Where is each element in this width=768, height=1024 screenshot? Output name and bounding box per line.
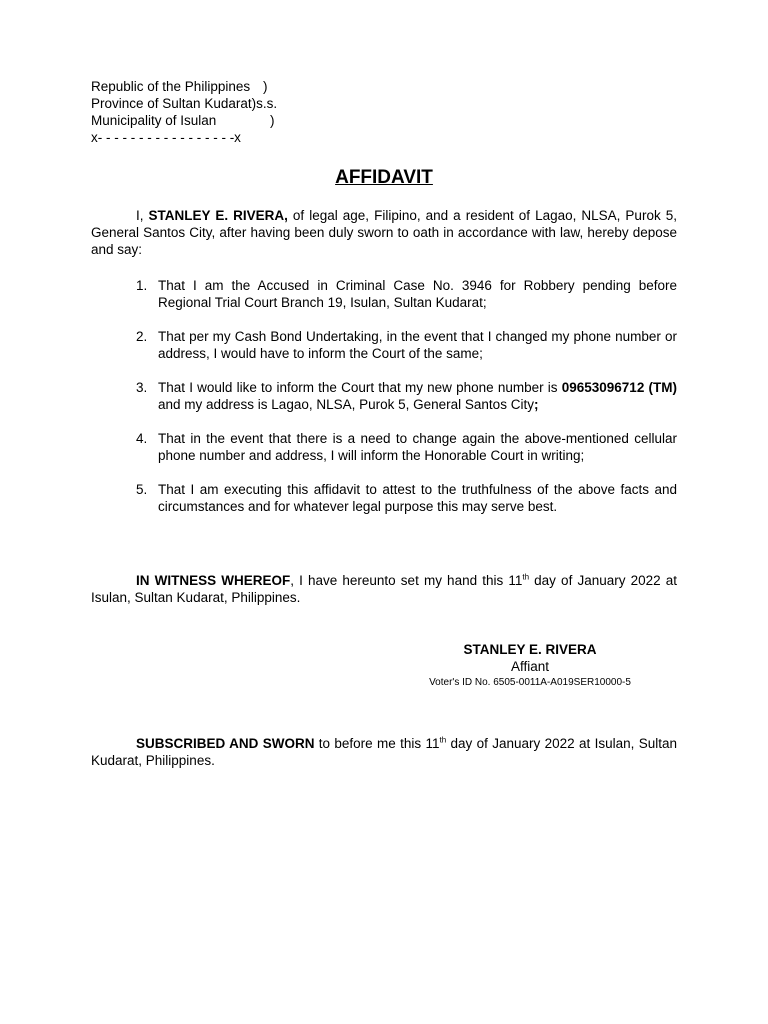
affiant-role: Affiant — [510, 659, 550, 674]
list-item-text-after: and my address is Lagao, NLSA, Purok 5, General Santos City — [158, 397, 534, 412]
venue-municipality-text: Municipality of Isulan — [91, 113, 217, 128]
list-item — [91, 379, 677, 413]
jurat-text-2: day of January 2022 at Isulan, Sultan Kudarat, Philippines. — [91, 736, 677, 768]
intro-text: of legal age, Filipino, and a resident of Lagao, NLSA, Purok 5, General Santos City, after having been duly sworn to oath in accordance with law, hereby depose and say: — [91, 208, 677, 257]
witness-text-2: day of January 2022 at Isulan, Sultan Kudarat, Philippines. — [91, 573, 678, 605]
venue-republic-text: Republic of the Philippines — [91, 79, 251, 94]
venue-republic-mark: ) — [263, 79, 268, 94]
affiant-signature-name: STANLEY E. RIVERA — [463, 642, 597, 657]
jurat-ordinal: th — [439, 735, 447, 745]
list-item-end: ; — [533, 397, 539, 412]
jurat-text-1: to before me this 11 — [314, 736, 440, 751]
list-item — [91, 328, 677, 362]
list-item — [91, 430, 677, 464]
list-item-number: 1. — [136, 278, 148, 293]
phone-number: 09653096712 (TM) — [561, 380, 677, 395]
venue-municipality-mark: ) — [270, 113, 275, 128]
list-item-number: 3. — [136, 380, 148, 395]
document-title: AFFIDAVIT — [335, 167, 433, 188]
statements-list — [91, 277, 677, 532]
venue-line-municipality — [91, 112, 351, 129]
witness-paragraph — [91, 572, 677, 606]
intro-prefix: I, — [136, 208, 149, 223]
venue-separator: x- - - - - - - - - - - - - - - - -x — [91, 130, 241, 145]
venue-line-republic — [91, 78, 351, 95]
list-item-text: That I am executing this affidavit to attest to the truthfulness of the above facts and circumstances and for whatever legal purpose this may serve best. — [158, 482, 677, 514]
jurat-lead: SUBSCRIBED AND SWORN — [136, 736, 315, 751]
venue-province-mark: )s.s. — [251, 96, 278, 111]
jurat-paragraph — [91, 735, 677, 769]
list-item-text: That I would like to inform the Court that my new phone number is — [158, 380, 562, 395]
list-item-text: That per my Cash Bond Undertaking, in the event that I changed my phone number or address, I would have to inform the Court of the same; — [158, 329, 677, 361]
affiant-name-inline: STANLEY E. RIVERA, — [148, 208, 288, 223]
witness-lead: IN WITNESS WHEREOF — [136, 573, 291, 588]
intro-paragraph — [91, 207, 677, 258]
list-item-number: 4. — [136, 431, 148, 446]
witness-ordinal: th — [522, 572, 530, 582]
list-item-number: 5. — [136, 482, 148, 497]
witness-text-1: , I have hereunto set my hand this 11 — [290, 573, 523, 588]
list-item-text: That I am the Accused in Criminal Case No. 3946 for Robbery pending before Regional Trial Court Branch 19, Isulan, Sultan Kudarat; — [158, 278, 677, 310]
list-item-text: That in the event that there is a need to change again the above-mentioned cellular phone number and address, I will inform the Honorable Court in writing; — [158, 431, 677, 463]
venue-line-province — [91, 95, 351, 112]
voter-id: Voter's ID No. 6505-0011A-A019SER10000-5 — [429, 677, 631, 688]
venue-province-text: Province of Sultan Kudarat — [91, 96, 252, 111]
list-item-number: 2. — [136, 329, 148, 344]
list-item — [91, 481, 677, 515]
venue-block — [91, 78, 351, 146]
list-item — [91, 277, 677, 311]
